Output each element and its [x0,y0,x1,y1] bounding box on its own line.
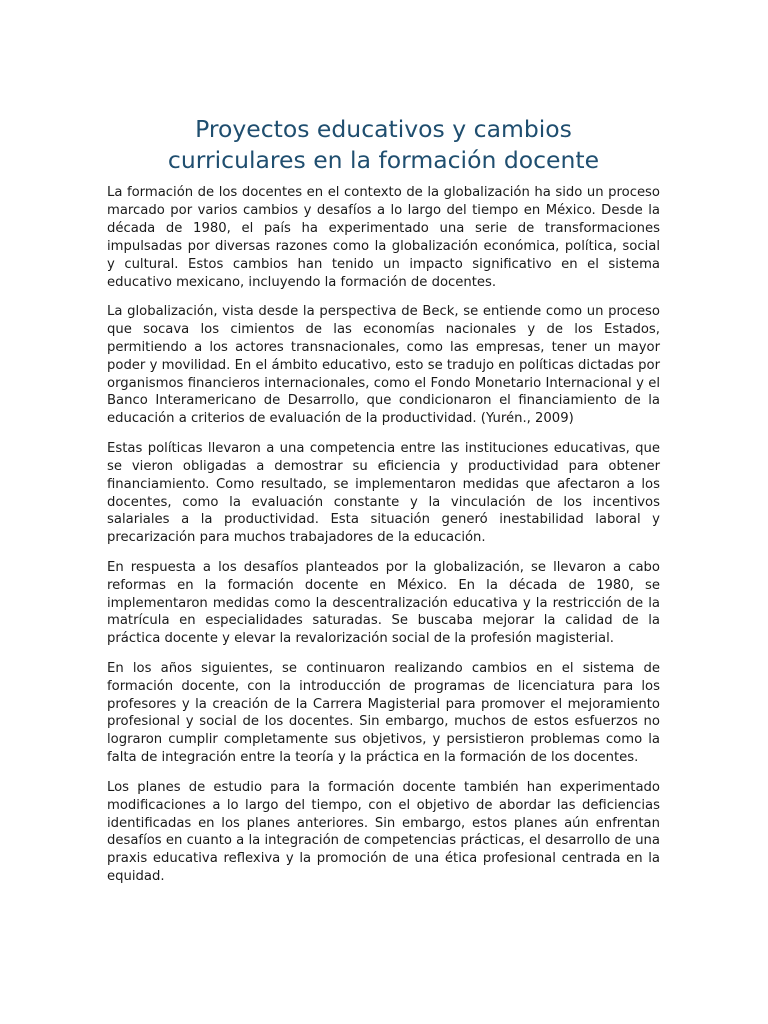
document-page [107,114,660,898]
paragraph-3: Estas políticas llevaron a una competencia entre las instituciones educativas, que se vieron obligadas a demostrar su eficiencia y productividad para obtener financiamiento. Como resultado, se implementaron medidas que afectaron a los docentes, como la evaluación constante y la vinculación de los incentivos salariales a la productividad. Esta situación generó inestabilidad laboral y precarización para muchos trabajadores de la educación. [107,440,660,546]
paragraph-1: La formación de los docentes en el contexto de la globalización ha sido un proceso marcado por varios cambios y desafíos a lo largo del tiempo en México. Desde la década de 1980, el país ha experimentado una serie de transformaciones impulsadas por diversas razones como la globalización económica, política, social y cultural. Estos cambios han tenido un impacto significativo en el sistema educativo mexicano, incluyendo la formación de docentes. [107,185,660,290]
paragraph-5: En los años siguientes, se continuaron realizando cambios en el sistema de formación docente, con la introducción de programas de licenciatura para los profesores y la creación de la Carrera Magisterial para promover el mejoramiento profesional y social de los docentes. Sin embargo, muchos de estos esfuerzos no lograron cumplir completamente sus objetivos, y persistieron problemas como la falta de integración entre la teoría y la práctica en la formación de los docentes. [107,660,660,766]
paragraph-6: Los planes de estudio para la formación docente también han experimentado modificaciones a lo largo del tiempo, con el objetivo de abordar las deficiencias identificadas en los planes anteriores. Sin embargo, estos planes aún enfrentan desafíos en cuanto a la integración de competencias prácticas, el desarrollo de una praxis educativa reflexiva y la promoción de una ética profesional centrada en la equidad. [107,779,660,885]
paragraph-4: En respuesta a los desafíos planteados por la globalización, se llevaron a cabo reformas en la formación docente en México. En la década de 1980, se implementaron medidas como la descentralización educativa y la restricción de la matrícula en especialidades saturadas. Se buscaba mejorar la calidad de la práctica docente y elevar la revalorización social de la profesión magisterial. [107,559,660,647]
paragraph-2: La globalización, vista desde la perspectiva de Beck, se entiende como un proceso que socava los cimientos de las economías nacionales y de los Estados, permitiendo a los actores transnacionales, como las empresas, tener un mayor poder y movilidad. En el ámbito educativo, esto se tradujo en políticas dictadas por organismos financieros internacionales, como el Fondo Monetario Internacional y el Banco Interamericano de Desarrollo, que condicionaron el financiamiento de la educación a criterios de evaluación de la productividad. (Yurén., 2009) [107,303,660,427]
title-line-1: Proyectos educativos y cambios [195,115,572,143]
document-title [107,114,660,176]
title-line-2: curriculares en la formación docente [167,146,600,174]
